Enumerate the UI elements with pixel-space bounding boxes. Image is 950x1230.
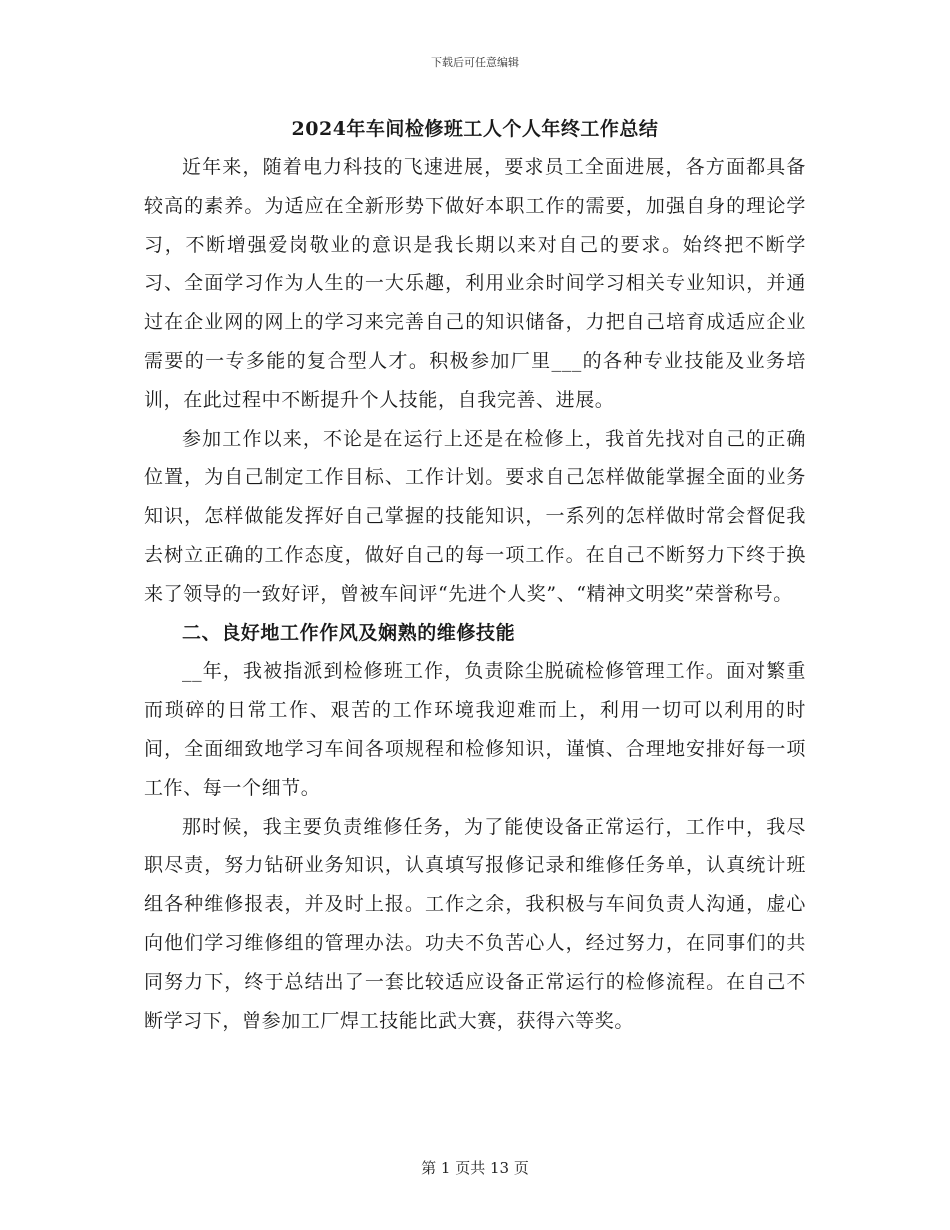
document-body: [144, 114, 806, 1040]
page-number: 第 1 页共 13 页: [421, 1159, 529, 1177]
header-note: 下载后可任意编辑: [431, 56, 519, 69]
paragraph-assignment: __年，我被指派到检修班工作，负责除尘脱硫检修管理工作。面对繁重而琐碎的日常工作、艰苦的工作环境我迎难而上，利用一切可以利用的时间，全面细致地学习车间各项规程和检修知识，谨慎、合理地安排好每一项工作、每一个细节。: [144, 660, 806, 799]
paragraph-work-attitude: 参加工作以来，不论是在运行上还是在检修上，我首先找对自己的正确位置，为自己制定工作目标、工作计划。要求自己怎样做能掌握全面的业务知识，怎样做能发挥好自己掌握的技能知识，一系列的怎样做时常会督促我去树立正确的工作态度，做好自己的每一项工作。在自己不断努力下终于换来了领导的一致好评，曾被车间评“先进个人奖”、“精神文明奖”荣誉称号。: [144, 427, 806, 605]
paragraph-maintenance: 那时候，我主要负责维修任务，为了能使设备正常运行，工作中，我尽职尽责，努力钻研业务知识，认真填写报修记录和维修任务单，认真统计班组各种维修报表，并及时上报。工作之余，我积极与车间负责人沟通，虚心向他们学习维修组的管理办法。功夫不负苦心人，经过努力，在同事们的共同努力下，终于总结出了一套比较适应设备正常运行的检修流程。在自己不断学习下，曾参加工厂焊工技能比武大赛，获得六等奖。: [144, 815, 806, 1032]
paragraph-intro: 近年来，随着电力科技的飞速进展，要求员工全面进展，各方面都具备较高的素养。为适应在全新形势下做好本职工作的需要，加强自身的理论学习，不断增强爱岗敬业的意识是我长期以来对自己的要求。始终把不断学习、全面学习作为人生的一大乐趣，利用业余时间学习相关专业知识，并通过在企业网的网上的学习来完善自己的知识储备，力把自己培育成适应企业需要的一专多能的复合型人才。积极参加厂里___的各种专业技能及业务培训，在此过程中不断提升个人技能，自我完善、进展。: [144, 156, 806, 411]
section-heading: 二、良好地工作作风及娴熟的维修技能: [182, 621, 516, 644]
document-title: 2024年车间检修班工人个人年终工作总结: [291, 118, 659, 140]
